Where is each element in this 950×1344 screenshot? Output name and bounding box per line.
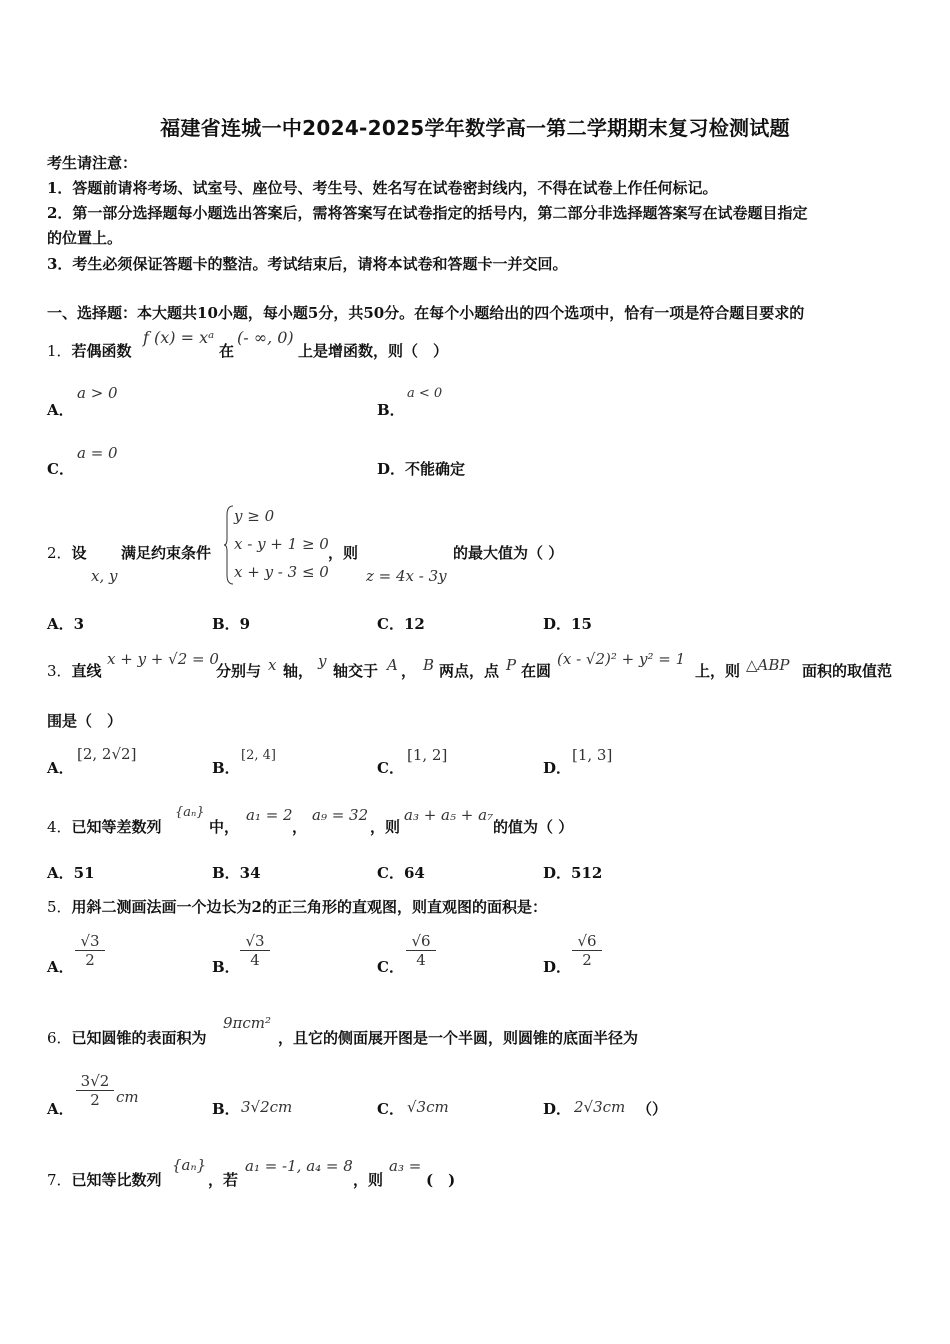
question-text: 满足约束条件 <box>121 544 212 562</box>
question-text: 中， <box>209 818 240 836</box>
question-text: 用斜二测画法画一个边长为2的正三角形的直观图，则直观图的面积是： <box>71 898 547 916</box>
option-a-math: [2, 2√2] <box>77 745 137 763</box>
option-c-math: √3cm <box>407 1098 449 1116</box>
option-c-math: a = 0 <box>77 444 118 462</box>
question-text: 设 <box>71 544 87 562</box>
question-text: 的值为（ ） <box>493 818 574 836</box>
option-a-unit: cm <box>116 1088 139 1106</box>
question-1 <box>47 340 132 361</box>
question-text: 上，则 <box>695 662 741 680</box>
option-c-label: C． <box>377 759 404 777</box>
option-d-math: 2√3cm <box>574 1098 626 1116</box>
question-text: 的最大值为（ ） <box>453 544 564 562</box>
option-a-label: A． <box>47 401 74 419</box>
question-text: 若偶函数 <box>71 342 132 360</box>
option-b-label: B． <box>377 401 405 419</box>
denominator: 2 <box>90 1091 100 1109</box>
constraint-1: y ≥ 0 <box>234 507 275 525</box>
question-text: ，则 <box>370 818 401 836</box>
question-text: 在 <box>219 342 235 360</box>
question-text: ，则 <box>353 1171 384 1189</box>
option-c-label: C． <box>47 460 74 478</box>
option-b: B．34 <box>212 864 261 882</box>
option-d-math: [1, 3] <box>572 746 613 764</box>
question-text: 轴交于 <box>333 662 379 680</box>
denominator: 4 <box>416 951 426 969</box>
notice-item-2-cont: 的位置上。 <box>47 229 123 247</box>
math-y: y <box>318 652 327 670</box>
math-triangle: △ABP <box>746 656 790 674</box>
question-text: 在圆 <box>521 662 552 680</box>
question-number: 7． <box>47 1171 72 1189</box>
question-text: ， <box>292 818 308 836</box>
notice-heading: 考生请注意： <box>47 154 138 172</box>
option-c-label: C． <box>377 1100 404 1118</box>
option-c: C．12 <box>377 615 425 633</box>
brace-icon <box>224 505 234 585</box>
math-sequence: {aₙ} <box>175 805 205 820</box>
option-d: D．512 <box>543 864 603 882</box>
option-a: A．51 <box>47 864 95 882</box>
option-b-label: B． <box>212 958 240 976</box>
option-a-fraction <box>76 1072 114 1109</box>
math-vars: x, y <box>91 567 118 585</box>
option-d-tail: （） <box>637 1100 668 1118</box>
math-interval: (- ∞, 0) <box>237 328 294 347</box>
notice-item-2: 2．第一部分选择题每小题选出答案后，需将答案写在试卷指定的括号内，第二部分非选择题答案写在试卷题目指定 <box>47 204 808 222</box>
option-b-fraction <box>240 932 270 969</box>
math-a1: a₁ = 2 <box>246 806 293 824</box>
math-sequence: {aₙ} <box>172 1156 207 1174</box>
question-text: 已知等差数列 <box>71 818 162 836</box>
denominator: 2 <box>582 951 592 969</box>
option-a-math: a > 0 <box>77 384 118 402</box>
math-a3: a₃ = <box>389 1157 422 1175</box>
option-d-label: D． <box>543 759 572 777</box>
question-text: ，且它的侧面展开图是一个半圆，则圆锥的底面半径为 <box>278 1029 639 1047</box>
numerator: √6 <box>406 932 436 951</box>
option-b-label: B． <box>212 1100 240 1118</box>
numerator: √3 <box>240 932 270 951</box>
answer-bracket: ( ) <box>426 1171 456 1189</box>
option-b-math: 3√2cm <box>241 1098 293 1116</box>
math-x: x <box>268 656 277 674</box>
math-point-a: A <box>387 656 398 674</box>
question-text: 已知等比数列 <box>71 1171 162 1189</box>
option-d-fraction <box>572 932 602 969</box>
question-text: 面积的取值范 <box>802 662 893 680</box>
page-title: 福建省连城一中2024-2025学年数学高一第二学期期末复习检测试题 <box>160 116 790 140</box>
math-circle: (x - √2)² + y² = 1 <box>557 650 686 668</box>
option-b-label: B． <box>212 759 240 777</box>
question-text: 已知圆锥的表面积为 <box>71 1029 207 1047</box>
option-c-math: [1, 2] <box>407 746 448 764</box>
option-b-math: [2, 4] <box>241 748 276 763</box>
option-b-math: a < 0 <box>407 386 443 401</box>
question-number: 3． <box>47 662 72 680</box>
question-6 <box>47 1027 207 1048</box>
math-area: 9πcm² <box>223 1014 272 1032</box>
math-line: x + y + √2 = 0 <box>107 650 219 668</box>
math-point-p: P <box>506 656 517 674</box>
constraint-3: x + y - 3 ≤ 0 <box>234 563 329 581</box>
option-c: C．64 <box>377 864 425 882</box>
option-a-label: A． <box>47 759 74 777</box>
question-text: 分别与 <box>216 662 262 680</box>
math-condition: a₁ = -1, a₄ = 8 <box>245 1157 353 1175</box>
question-text: ，若 <box>208 1171 239 1189</box>
option-a-label: A． <box>47 1100 74 1118</box>
option-c-label: C． <box>377 958 404 976</box>
question-7 <box>47 1169 162 1190</box>
option-b: B．9 <box>212 615 251 633</box>
question-text: ，则 <box>328 544 359 562</box>
option-a: A．3 <box>47 615 85 633</box>
question-3 <box>47 660 102 681</box>
option-c-fraction <box>406 932 436 969</box>
denominator: 2 <box>85 951 95 969</box>
option-a-label: A． <box>47 958 74 976</box>
notice-item-1: 1．答题前请将考场、试室号、座位号、考生号、姓名写在试卷密封线内，不得在试卷上作任何标记。 <box>47 179 718 197</box>
question-text: 上是增函数，则（ ） <box>298 342 449 360</box>
notice-item-3: 3．考生必须保证答题卡的整洁。考试结束后，请将本试卷和答题卡一并交回。 <box>47 255 568 273</box>
option-d-label: D． <box>543 1100 572 1118</box>
question-2 <box>47 542 87 563</box>
constraint-2: x - y + 1 ≥ 0 <box>234 535 329 553</box>
numerator: √6 <box>572 932 602 951</box>
question-number: 5． <box>47 898 72 916</box>
objective-function: z = 4x - 3y <box>366 567 447 585</box>
question-text: 直线 <box>71 662 102 680</box>
math-point-b: B <box>423 656 435 674</box>
question-number: 6． <box>47 1029 72 1047</box>
question-text: 围是（ ） <box>47 712 123 730</box>
question-text: 两点，点 <box>439 662 500 680</box>
math-a9: a₉ = 32 <box>312 806 369 824</box>
numerator: 3√2 <box>76 1072 114 1091</box>
option-d-label: D．不能确定 <box>377 460 466 478</box>
option-d-label: D． <box>543 958 572 976</box>
question-text: ， <box>401 662 417 680</box>
option-d: D．15 <box>543 615 592 633</box>
math-function: f (x) = xᵃ <box>143 328 215 347</box>
question-number: 4． <box>47 818 72 836</box>
question-text: 轴， <box>283 662 314 680</box>
option-a-fraction <box>75 932 105 969</box>
question-4 <box>47 816 162 837</box>
question-5 <box>47 896 547 917</box>
section-heading: 一、选择题：本大题共10小题，每小题5分，共50分。在每个小题给出的四个选项中，恰有一项是符合题目要求的 <box>47 304 805 322</box>
denominator: 4 <box>250 951 260 969</box>
question-number: 2． <box>47 544 72 562</box>
numerator: √3 <box>75 932 105 951</box>
math-sum: a₃ + a₅ + a₇ <box>404 806 494 824</box>
question-number: 1． <box>47 342 72 360</box>
